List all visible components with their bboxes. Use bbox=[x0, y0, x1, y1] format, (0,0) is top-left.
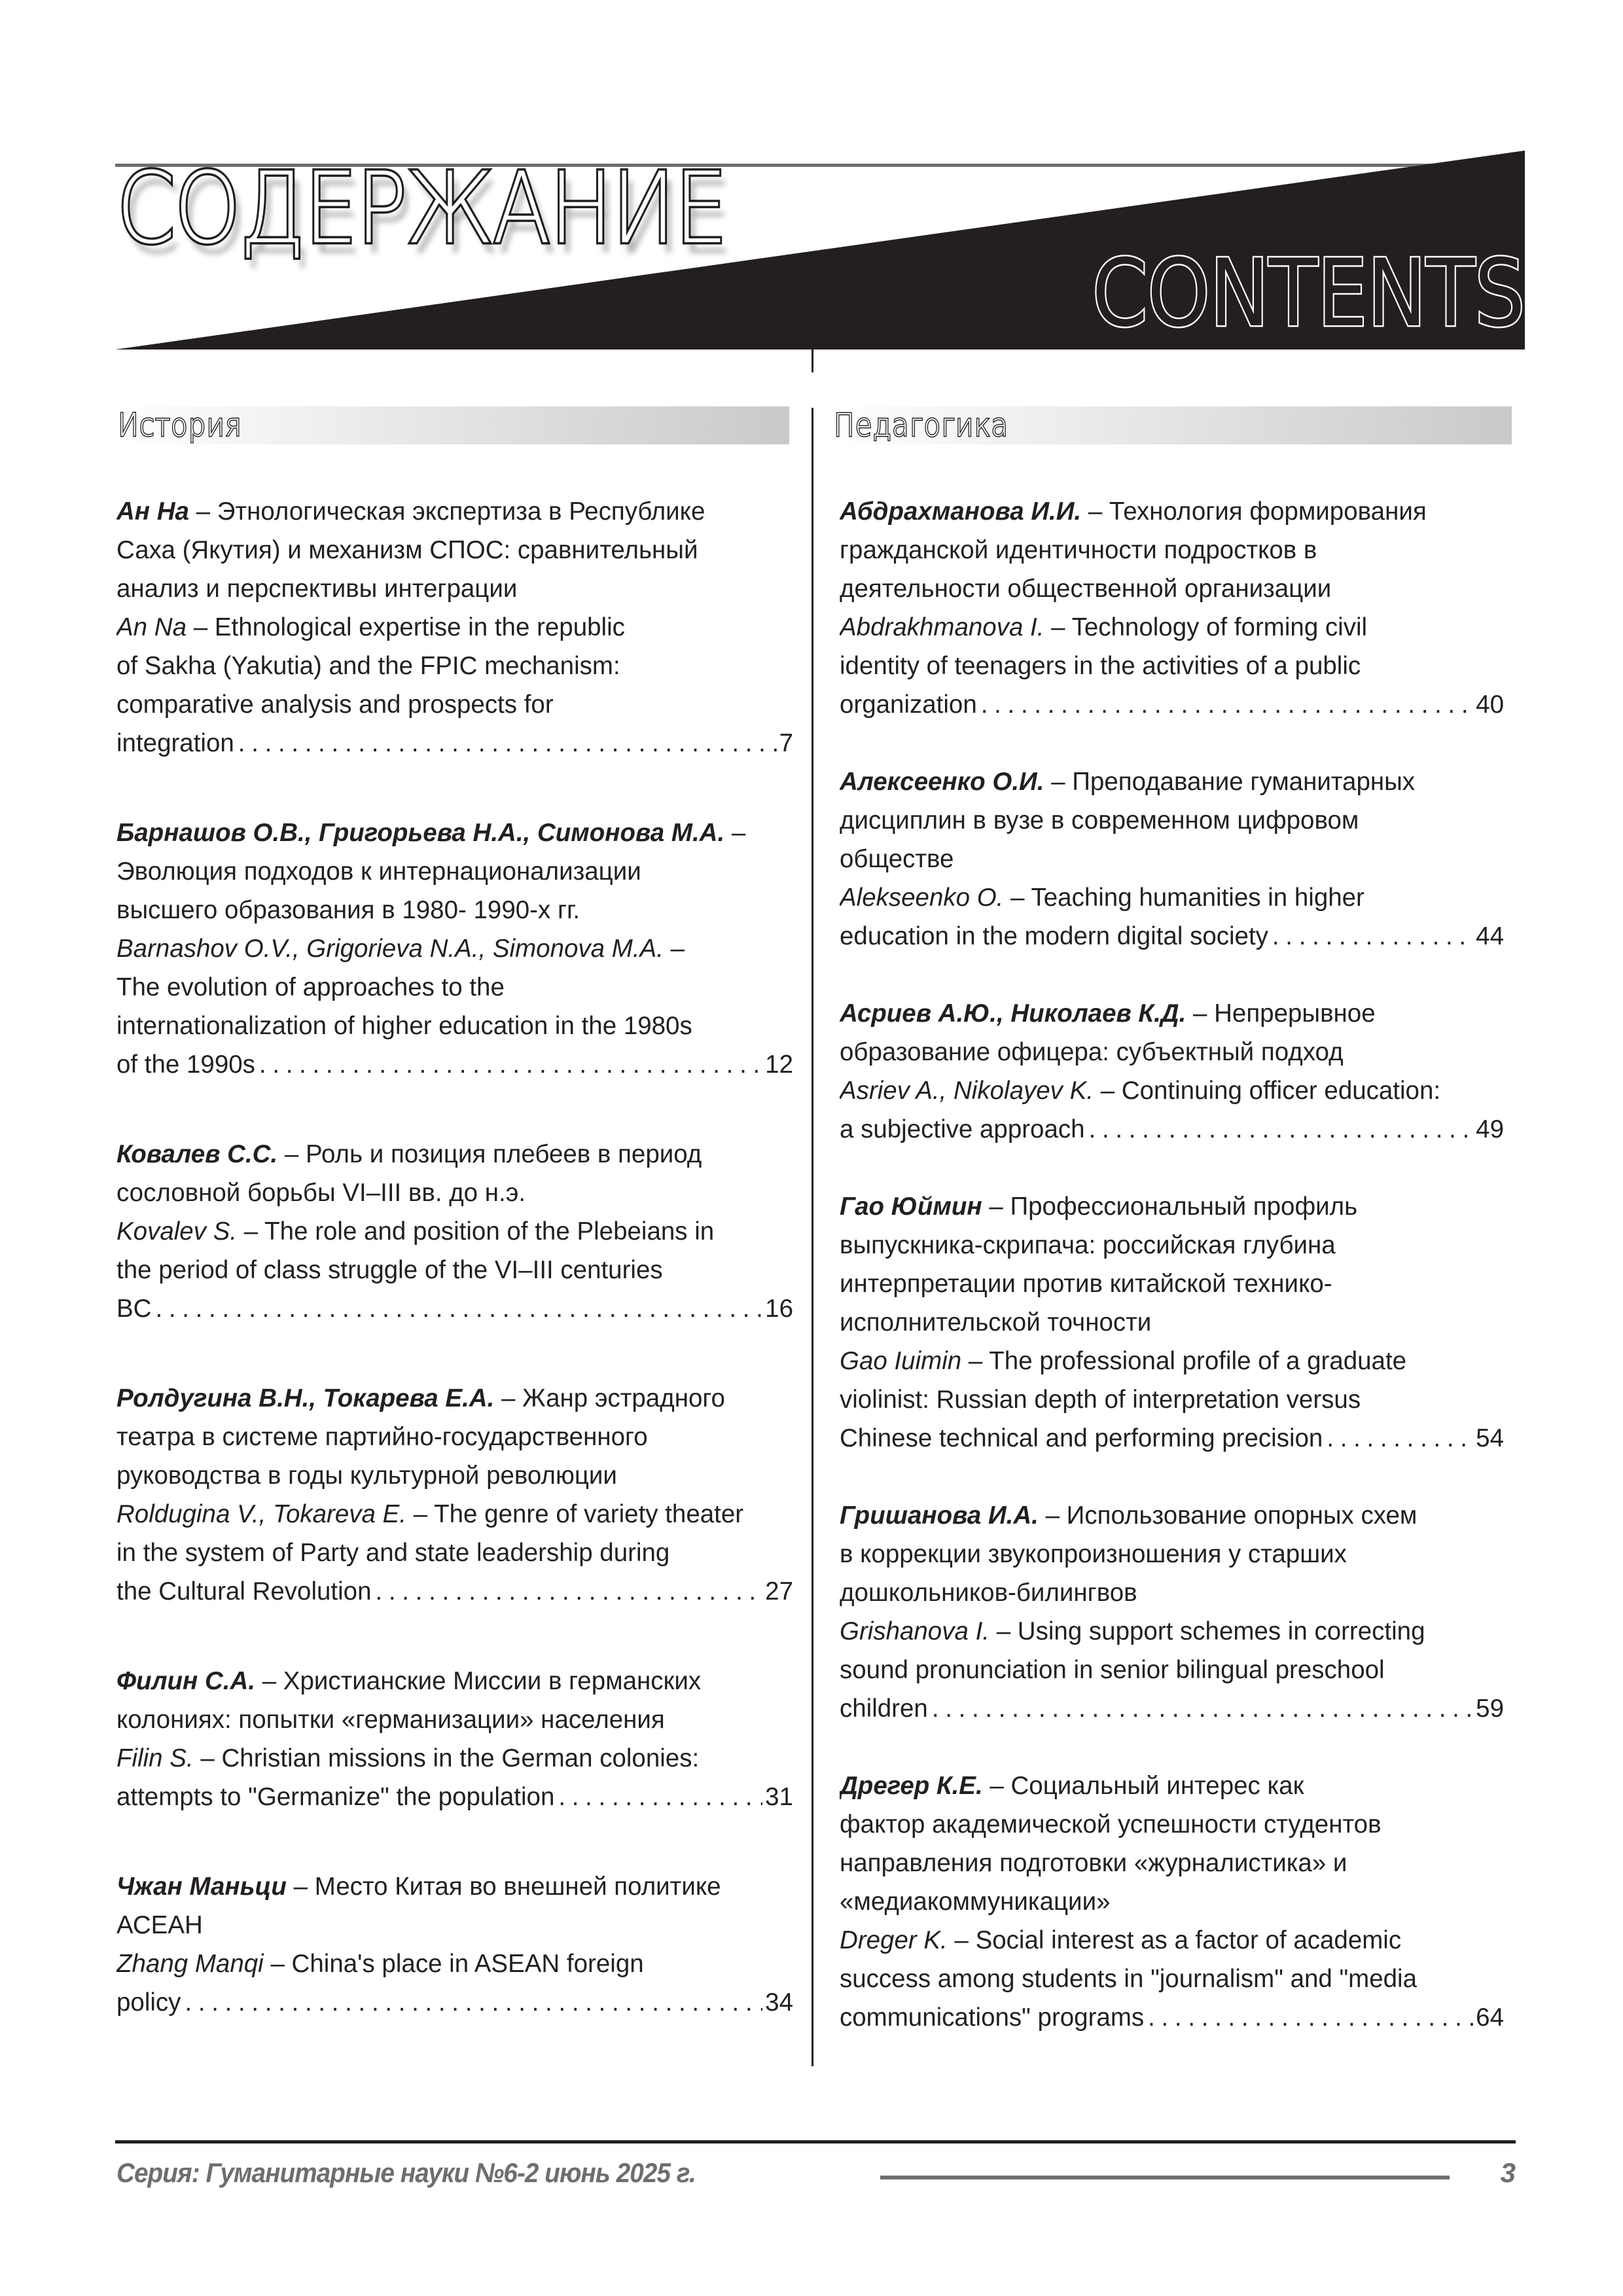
footer-series: Серия: Гуманитарные науки №6-2 июнь 2025 г. bbox=[116, 2157, 696, 2188]
title-en-line bbox=[840, 1342, 1504, 1380]
title-ru-text: – Место Китая во внешней политике bbox=[293, 1873, 721, 1901]
title-russian: СОДЕРЖАНИЕ bbox=[116, 152, 727, 266]
title-en-text: – The professional profile of a graduate bbox=[968, 1347, 1407, 1375]
title-ru-line bbox=[840, 994, 1504, 1033]
toc-entry[interactable] bbox=[116, 1867, 793, 2022]
author-ru: Дрегер К.Е. bbox=[840, 1772, 983, 1800]
title-ru-line: АСЕАН bbox=[116, 1911, 203, 1939]
dot-leader bbox=[932, 1689, 1473, 1728]
dot-leader bbox=[155, 1289, 762, 1328]
dot-leader bbox=[1148, 1998, 1473, 2037]
title-ru-line bbox=[840, 1496, 1504, 1535]
dash: – bbox=[724, 819, 746, 847]
dot-leader bbox=[185, 1983, 762, 2022]
title-en-text: – bbox=[670, 935, 685, 963]
page-ref[interactable]: 44 bbox=[1476, 922, 1504, 950]
title-en-line bbox=[116, 1945, 793, 1983]
title-en-text: the Cultural Revolution bbox=[116, 1577, 372, 1605]
title-en-text: – Teaching humanities in higher bbox=[1010, 884, 1364, 912]
toc-entry[interactable] bbox=[840, 994, 1504, 1149]
title-ru-line: фактор академической успешности студентов bbox=[840, 1810, 1382, 1839]
toc-entry[interactable] bbox=[116, 1662, 793, 1816]
title-ru-line bbox=[116, 1662, 793, 1700]
page-ref[interactable]: 40 bbox=[1476, 691, 1504, 719]
dot-leader bbox=[981, 685, 1473, 724]
toc-leader-line[interactable] bbox=[116, 724, 793, 762]
toc-column-history bbox=[116, 492, 793, 2022]
title-ru-line bbox=[840, 1187, 1504, 1226]
title-en-line bbox=[840, 878, 1504, 917]
title-en-line: internationalization of higher education in the 1980s bbox=[116, 1012, 692, 1040]
page-ref[interactable]: 31 bbox=[765, 1783, 793, 1811]
page-ref[interactable]: 59 bbox=[1476, 1695, 1504, 1723]
page-number: 3 bbox=[1500, 2157, 1516, 2188]
title-en-text: – The role and position of the Plebeians in bbox=[243, 1217, 715, 1246]
title-ru-line: гражданской идентичности подростков в bbox=[840, 536, 1317, 564]
title-ru-line: обществе bbox=[840, 845, 954, 873]
title-en-line: identity of teenagers in the activities of a public bbox=[840, 652, 1361, 680]
toc-leader-line[interactable] bbox=[116, 1289, 793, 1328]
author-en: Asriev A., Nikolayev K. bbox=[840, 1077, 1094, 1105]
title-en-text: – Ethnological expertise in the republic bbox=[193, 613, 625, 641]
title-ru-line: высшего образования в 1980- 1990-х гг. bbox=[116, 896, 580, 924]
title-ru-line: Саха (Якутия) и механизм СПОС: сравнительный bbox=[116, 536, 698, 564]
author-en: Zhang Manqi bbox=[116, 1950, 264, 1978]
author-en: Alekseenko O. bbox=[840, 884, 1004, 912]
title-ru-line: дошкольников-билингвов bbox=[840, 1579, 1137, 1607]
author-ru: Абдрахманова И.И. bbox=[840, 497, 1082, 526]
toc-entry[interactable] bbox=[116, 1135, 793, 1328]
toc-leader-line[interactable] bbox=[116, 1778, 793, 1816]
toc-entry[interactable] bbox=[840, 1187, 1504, 1458]
title-en-line bbox=[840, 1612, 1504, 1651]
title-en-text: – China's place in ASEAN foreign bbox=[270, 1950, 644, 1978]
toc-entry[interactable] bbox=[840, 492, 1504, 724]
title-ru-text: – Преподавание гуманитарных bbox=[1051, 768, 1416, 796]
author-ru: Гао Юймин bbox=[840, 1193, 982, 1221]
title-en-line: The evolution of approaches to the bbox=[116, 973, 505, 1001]
toc-leader-line[interactable] bbox=[840, 1110, 1504, 1149]
column-divider bbox=[812, 408, 813, 2066]
author-en: Grishanova I. bbox=[840, 1617, 990, 1645]
page-ref[interactable]: 12 bbox=[765, 1050, 793, 1079]
title-en-text: – Using support schemes in correcting bbox=[996, 1617, 1425, 1645]
page-ref[interactable]: 49 bbox=[1476, 1115, 1504, 1143]
toc-leader-line[interactable] bbox=[840, 685, 1504, 724]
section-title: История bbox=[118, 407, 242, 444]
toc-leader-line[interactable] bbox=[840, 1419, 1504, 1458]
title-en-text: – Continuing officer education: bbox=[1100, 1077, 1441, 1105]
author-ru: Филин С.А. bbox=[116, 1667, 255, 1695]
dot-leader bbox=[238, 724, 777, 762]
title-en-text: of the 1990s bbox=[116, 1050, 255, 1079]
toc-leader-line[interactable] bbox=[116, 1983, 793, 2022]
title-en-text: communications" programs bbox=[840, 2003, 1145, 2032]
author-ru: Барнашов О.В., Григорьева Н.А., Симонова М.А. bbox=[116, 819, 725, 847]
author-ru: Ролдугина В.Н., Токарева Е.А. bbox=[116, 1384, 495, 1412]
author-ru: Асриев А.Ю., Николаев К.Д. bbox=[840, 999, 1186, 1028]
title-en-text: integration bbox=[116, 729, 234, 757]
title-ru-line: анализ и перспективы интеграции bbox=[116, 575, 518, 603]
title-en-text: education in the modern digital society bbox=[840, 922, 1268, 950]
author-en: Gao Iuimin bbox=[840, 1347, 962, 1375]
title-ru-line bbox=[116, 1379, 793, 1418]
title-ru-text: – Непрерывное bbox=[1193, 999, 1376, 1028]
footer-decorative-rule bbox=[880, 2176, 1450, 2179]
title-en-text: a subjective approach bbox=[840, 1115, 1085, 1143]
title-ru-text: – Социальный интерес как bbox=[990, 1772, 1304, 1800]
title-ru-text: – Этнологическая экспертиза в Республике bbox=[196, 497, 705, 526]
title-ru-text: – Роль и позиция плебеев в период bbox=[284, 1140, 702, 1168]
title-ru-line: театра в системе партийно-государственного bbox=[116, 1423, 648, 1451]
title-en-text: BC bbox=[116, 1295, 152, 1323]
title-en-line bbox=[116, 1739, 793, 1778]
title-ru-text: – Технология формирования bbox=[1088, 497, 1427, 526]
title-ru-line: выпускника-скрипача: российская глубина bbox=[840, 1231, 1336, 1259]
title-en-text: policy bbox=[116, 1988, 181, 2017]
section-header-pedagogy bbox=[831, 406, 1512, 444]
dot-leader bbox=[558, 1778, 762, 1816]
title-ru-line: дисциплин в вузе в современном цифровом bbox=[840, 806, 1359, 834]
title-en-line: success among students in "journalism" and "media bbox=[840, 1965, 1418, 1993]
toc-entry[interactable] bbox=[840, 1767, 1504, 2037]
title-ru-text: – Жанр эстрадного bbox=[501, 1384, 725, 1412]
page-ref[interactable]: 7 bbox=[779, 729, 793, 757]
title-en-line bbox=[840, 1921, 1504, 1960]
title-ru-line bbox=[840, 762, 1504, 801]
title-english: CONTENTS bbox=[1092, 240, 1525, 348]
title-en-line bbox=[116, 1212, 793, 1251]
footer-rule bbox=[115, 2140, 1516, 2144]
title-ru-line bbox=[840, 1767, 1504, 1805]
title-ru-line: Эволюция подходов к интернационализации bbox=[116, 857, 641, 886]
author-en: Barnashov O.V., Grigorieva N.A., Simonova M.A. bbox=[116, 935, 664, 963]
author-ru: Гришанова И.А. bbox=[840, 1501, 1039, 1530]
toc-entry[interactable] bbox=[116, 814, 793, 1084]
toc-leader-line[interactable] bbox=[840, 1689, 1504, 1728]
author-en: Roldugina V., Tokareva E. bbox=[116, 1500, 407, 1528]
page-ref[interactable]: 64 bbox=[1476, 2003, 1504, 2032]
title-ru-line bbox=[116, 814, 793, 852]
title-ru-line bbox=[116, 1867, 793, 1906]
title-en-line: of Sakha (Yakutia) and the FPIC mechanism: bbox=[116, 652, 620, 680]
author-ru: Ан На bbox=[116, 497, 189, 526]
author-en: Abdrakhmanova I. bbox=[840, 613, 1044, 641]
dot-leader bbox=[1327, 1419, 1473, 1458]
toc-leader-line[interactable] bbox=[116, 1045, 793, 1084]
title-en-text: Chinese technical and performing precision bbox=[840, 1424, 1323, 1452]
title-ru-line: «медиакоммуникации» bbox=[840, 1888, 1111, 1916]
title-en-line: comparative analysis and prospects for bbox=[116, 691, 554, 719]
title-ru-line bbox=[840, 492, 1504, 531]
dot-leader bbox=[1272, 917, 1473, 956]
title-ru-line: руководства в годы культурной революции bbox=[116, 1462, 617, 1490]
title-ru-line: интерпретации против китайской технико- bbox=[840, 1270, 1332, 1298]
title-en-line: in the system of Party and state leadership during bbox=[116, 1539, 670, 1567]
toc-entry[interactable] bbox=[840, 762, 1504, 956]
title-ru-line: деятельности общественной организации bbox=[840, 575, 1332, 603]
author-en: An Na bbox=[116, 613, 187, 641]
section-header-history bbox=[115, 406, 789, 444]
toc-leader-line[interactable] bbox=[840, 1998, 1504, 2037]
title-ru-text: – Использование опорных схем bbox=[1045, 1501, 1418, 1530]
title-en-text: – Technology of forming civil bbox=[1051, 613, 1368, 641]
title-ru-line: в коррекции звукопроизношения у старших bbox=[840, 1540, 1347, 1568]
toc-leader-line[interactable] bbox=[840, 917, 1504, 956]
toc-entry[interactable] bbox=[840, 1496, 1504, 1728]
title-en-line bbox=[116, 1495, 793, 1534]
title-en-text: – Social interest as a factor of academic bbox=[954, 1926, 1402, 1954]
page-ref[interactable]: 27 bbox=[765, 1577, 793, 1605]
page-ref[interactable]: 34 bbox=[765, 1988, 793, 2017]
title-en-line: sound pronunciation in senior bilingual preschool bbox=[840, 1656, 1385, 1684]
title-en-line bbox=[840, 608, 1504, 647]
title-en-line bbox=[840, 1071, 1504, 1110]
author-en: Dreger K. bbox=[840, 1926, 948, 1954]
title-ru-line bbox=[116, 492, 793, 531]
dot-leader bbox=[376, 1572, 763, 1611]
author-en: Filin S. bbox=[116, 1744, 194, 1772]
author-en: Kovalev S. bbox=[116, 1217, 238, 1246]
title-en-text: attempts to "Germanize" the population bbox=[116, 1783, 555, 1811]
author-ru: Чжан Маньци bbox=[116, 1873, 287, 1901]
dot-leader bbox=[1089, 1110, 1474, 1149]
title-en-line bbox=[116, 608, 793, 647]
toc-entry[interactable] bbox=[116, 492, 793, 762]
author-ru: Алексеенко О.И. bbox=[840, 768, 1044, 796]
title-ru-text: – Профессиональный профиль bbox=[989, 1193, 1358, 1221]
title-ru-line: исполнительской точности bbox=[840, 1308, 1152, 1336]
title-ru-line bbox=[116, 1135, 793, 1174]
toc-leader-line[interactable] bbox=[116, 1572, 793, 1611]
title-en-line bbox=[116, 929, 793, 968]
title-ru-line: направления подготовки «журналистика» и bbox=[840, 1849, 1347, 1877]
page-ref[interactable]: 16 bbox=[765, 1295, 793, 1323]
title-ru-text: – Христианские Миссии в германских bbox=[262, 1667, 702, 1695]
title-ru-line: образование офицера: субъектный подход bbox=[840, 1038, 1344, 1066]
author-ru: Ковалев С.С. bbox=[116, 1140, 278, 1168]
title-en-text: children bbox=[840, 1695, 928, 1723]
column-divider-top bbox=[812, 349, 813, 372]
title-en-text: organization bbox=[840, 691, 977, 719]
title-en-text: – Christian missions in the German colonies: bbox=[200, 1744, 700, 1772]
title-ru-line: сословной борьбы VI–III вв. до н.э. bbox=[116, 1179, 526, 1207]
section-title: Педагогика bbox=[834, 407, 1009, 444]
title-en-line: the period of class struggle of the VI–III centuries bbox=[116, 1256, 663, 1284]
dot-leader bbox=[259, 1045, 762, 1084]
title-ru-line: колониях: попытки «германизации» населения bbox=[116, 1706, 665, 1734]
toc-entry[interactable] bbox=[116, 1379, 793, 1611]
toc-column-pedagogy bbox=[840, 492, 1504, 2037]
title-en-text: – The genre of variety theater bbox=[413, 1500, 744, 1528]
title-en-line: violinist: Russian depth of interpretation versus bbox=[840, 1386, 1361, 1414]
page-ref[interactable]: 54 bbox=[1476, 1424, 1504, 1452]
